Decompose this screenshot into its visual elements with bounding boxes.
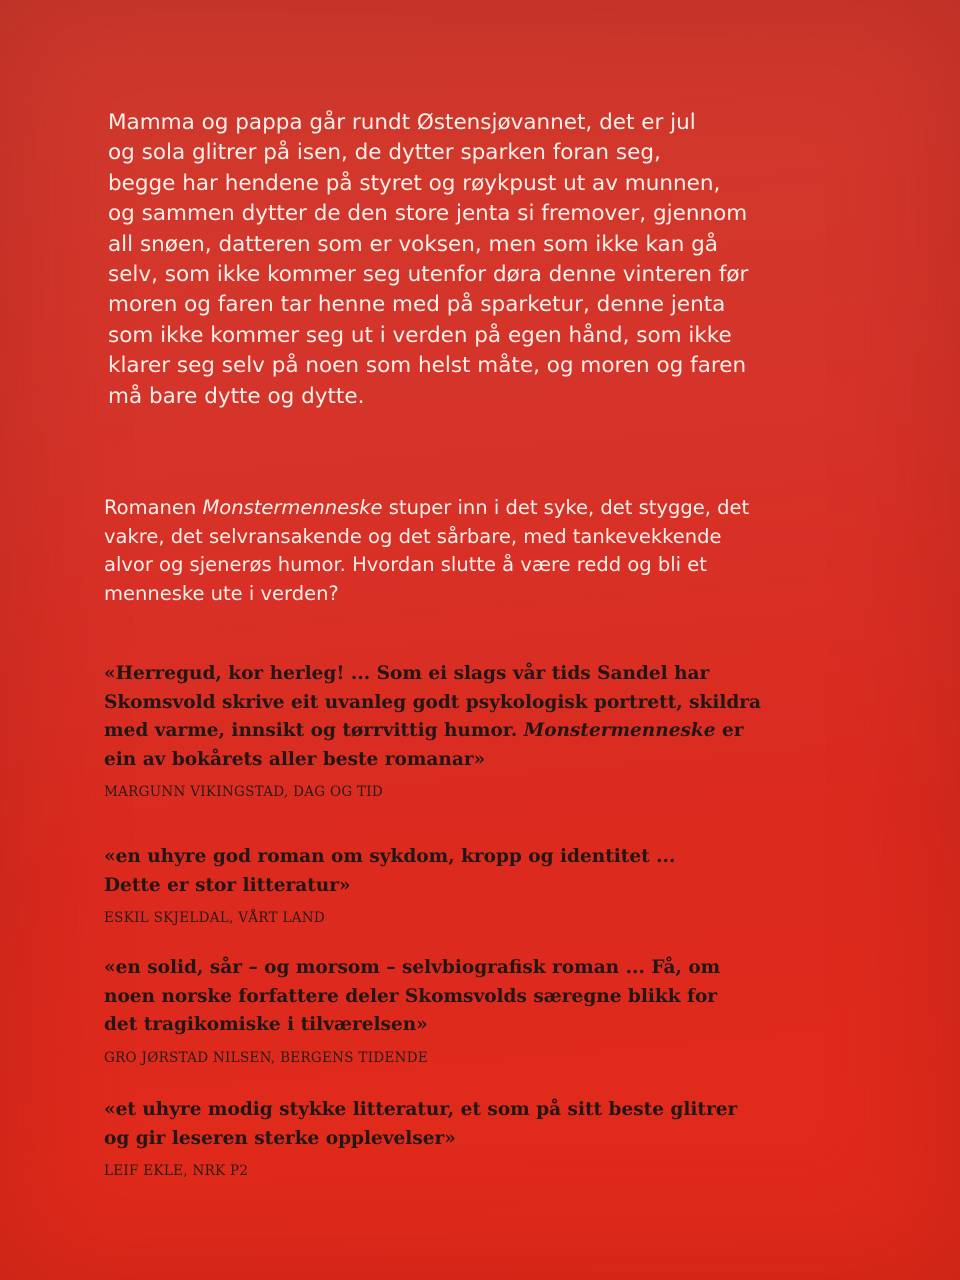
- review-quote: [104, 954, 794, 1066]
- quote-line: ein av bokårets aller beste romanar»: [104, 748, 486, 770]
- blurb-line: vakre, det selvransakende og det sårbare, med tankevekkende: [104, 524, 722, 548]
- quote-text: med varme, innsikt og tørrvittig humor.: [104, 720, 524, 741]
- review-quote: [104, 843, 794, 926]
- review-source: LEIF EKLE, NRK P2: [104, 1163, 249, 1179]
- quote-line: og gir leseren sterke opplevelser»: [104, 1127, 456, 1149]
- excerpt-line: og sola glitrer på isen, de dytter sparken foran seg,: [108, 140, 661, 166]
- quote-line: «en uhyre god roman om sykdom, kropp og identitet ...: [104, 846, 676, 867]
- book-blurb: [104, 494, 794, 608]
- review-quote-text: [104, 843, 794, 900]
- quote-line: «et uhyre modig stykke litteratur, et som på sitt beste glitrer: [104, 1099, 738, 1120]
- excerpt-line: begge har hendene på styret og røykpust ut av munnen,: [108, 170, 721, 196]
- quote-line: noen norske forfattere deler Skomsvolds særegne blikk for: [104, 985, 718, 1007]
- blurb-line: menneske ute i verden?: [104, 581, 339, 605]
- blurb-line: alvor og sjenerøs humor. Hvordan slutte å være redd og bli et: [104, 553, 707, 576]
- quote-text: er: [715, 720, 744, 741]
- blurb-line: [104, 494, 794, 523]
- excerpt-line: moren og faren tar henne med på sparketur, denne jenta: [108, 292, 726, 318]
- quote-line: «en solid, sår – og morsom – selvbiografisk roman ... Få, om: [104, 957, 721, 978]
- excerpt-line: som ikke kommer seg ut i verden på egen hånd, som ikke: [108, 322, 732, 348]
- review-source: GRO JØRSTAD NILSEN, BERGENS TIDENDE: [104, 1049, 429, 1066]
- review-quote-text: [104, 1096, 794, 1153]
- quote-line: Skomsvold skrive eit uvanleg godt psykologisk portrett, skildra: [104, 691, 762, 713]
- quote-line: Dette er stor litteratur»: [104, 874, 351, 896]
- blurb-text: Romanen: [104, 496, 203, 519]
- excerpt-line: klarer seg selv på noen som helst måte, og moren og faren: [108, 353, 747, 379]
- review-quote: [104, 660, 794, 800]
- excerpt-line: Mamma og pappa går rundt Østensjøvannet, det er jul: [108, 110, 696, 135]
- book-title: Monstermenneske: [523, 720, 716, 741]
- review-quote-text: [104, 954, 794, 1040]
- quote-line: [104, 717, 794, 746]
- quote-line: «Herregud, kor herleg! ... Som ei slags vår tids Sandel har: [104, 663, 710, 684]
- review-quote: [104, 1096, 794, 1179]
- review-source: MARGUNN VIKINGSTAD, DAG OG TID: [104, 784, 384, 800]
- excerpt-paragraph: [108, 108, 788, 412]
- excerpt-line: all snøen, datteren som er voksen, men som ikke kan gå: [108, 231, 718, 257]
- book-title: Monstermenneske: [202, 496, 383, 519]
- quote-line: det tragikomiske i tilværelsen»: [104, 1014, 428, 1035]
- review-quote-text: [104, 660, 794, 774]
- excerpt-line: og sammen dytter de den store jenta si fremover, gjennom: [108, 201, 748, 227]
- excerpt-line: må bare dytte og dytte.: [108, 383, 365, 409]
- blurb-text: stuper inn i det syke, det stygge, det: [382, 496, 750, 519]
- excerpt-line: selv, som ikke kommer seg utenfor døra denne vinteren før: [108, 262, 749, 288]
- review-source: ESKIL SKJELDAL, VÅRT LAND: [104, 910, 326, 926]
